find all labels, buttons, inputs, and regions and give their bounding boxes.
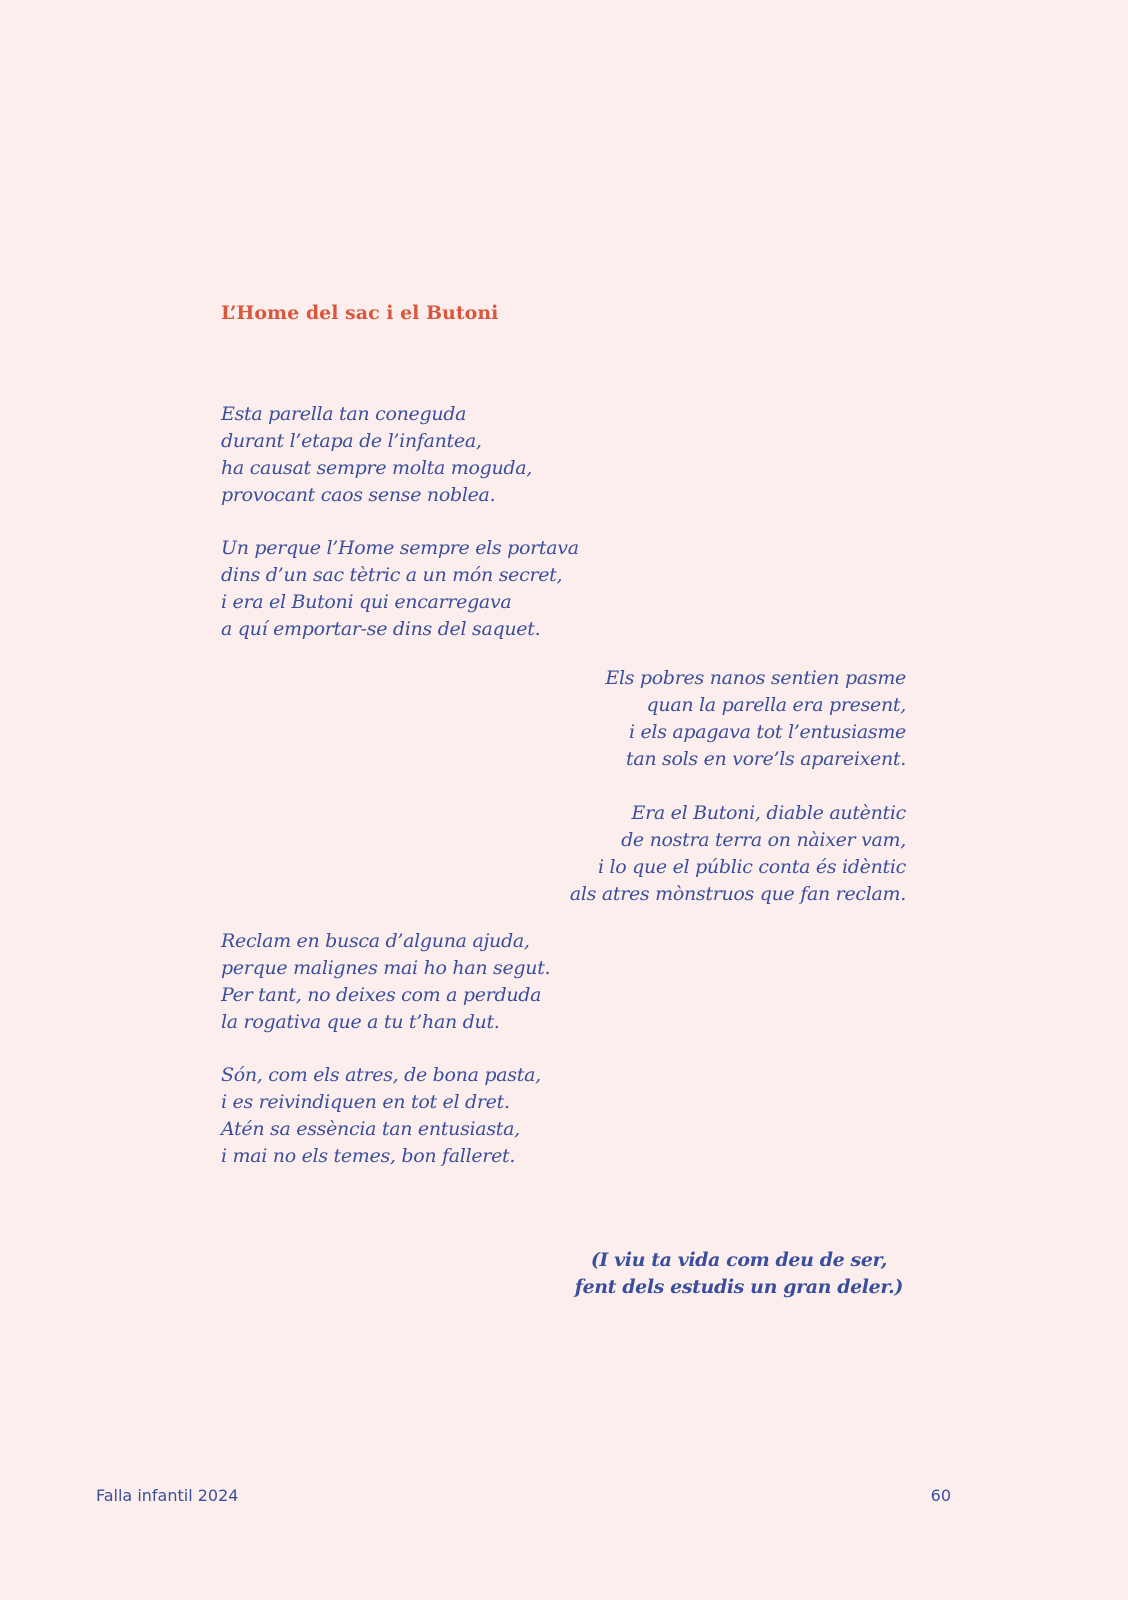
poem-line: i lo que el públic conta és idèntic	[597, 856, 906, 878]
poem-line: Un perque l’Home sempre els portava	[221, 537, 579, 559]
poem-line: Atén sa essència tan entusiasta,	[221, 1118, 520, 1140]
poem-title: L’Home del sac i el Butoni	[221, 302, 499, 324]
poem-line: dins d’un sac tètric a un món secret,	[221, 564, 563, 586]
closing-line: (I viu ta vida com deu de ser,	[590, 1249, 887, 1271]
footer-publication: Falla infantil 2024	[96, 1486, 239, 1505]
stanza-6	[221, 1062, 541, 1170]
poem-line: Era el Butoni, diable autèntic	[631, 802, 906, 824]
poem-line: Reclam en busca d’alguna ajuda,	[221, 930, 530, 952]
poem-line: ha causat sempre molta moguda,	[221, 457, 533, 479]
page-number: 60	[930, 1486, 951, 1505]
poem-line: la rogativa que a tu t’han dut.	[221, 1011, 500, 1033]
poem-line: tan sols en vore’ls apareixent.	[625, 748, 906, 770]
poem-line: als atres mònstruos que fan reclam.	[569, 883, 906, 905]
closing-line: fent dels estudis un gran deler.)	[574, 1276, 903, 1298]
poem-line: i els apagava tot l’entusiasme	[628, 721, 906, 743]
stanza-2	[221, 535, 579, 643]
poem-line: de nostra terra on nàixer vam,	[621, 829, 906, 851]
poem-line: Són, com els atres, de bona pasta,	[221, 1064, 541, 1086]
stanza-1	[221, 401, 532, 509]
stanza-5	[221, 928, 550, 1036]
poem-line: durant l’etapa de l’infantea,	[221, 430, 482, 452]
poem-line: Els pobres nanos sentien pasme	[605, 667, 906, 689]
poem-line: i mai no els temes, bon falleret.	[221, 1145, 516, 1167]
poem-line: provocant caos sense noblea.	[221, 484, 496, 506]
poem-line: perque malignes mai ho han segut.	[221, 957, 551, 979]
closing-couplet	[575, 1247, 903, 1301]
poem-line: Esta parella tan coneguda	[221, 403, 467, 425]
poem-line: Per tant, no deixes com a perduda	[221, 984, 542, 1006]
poem-line: quan la parella era present,	[646, 694, 906, 716]
poem-line: i es reivindiquen en tot el dret.	[221, 1091, 510, 1113]
poem-line: a quí emportar-se dins del saquet.	[221, 618, 541, 640]
poem-line: i era el Butoni qui encarregava	[221, 591, 512, 613]
stanza-3	[605, 665, 906, 773]
stanza-4	[570, 800, 906, 908]
